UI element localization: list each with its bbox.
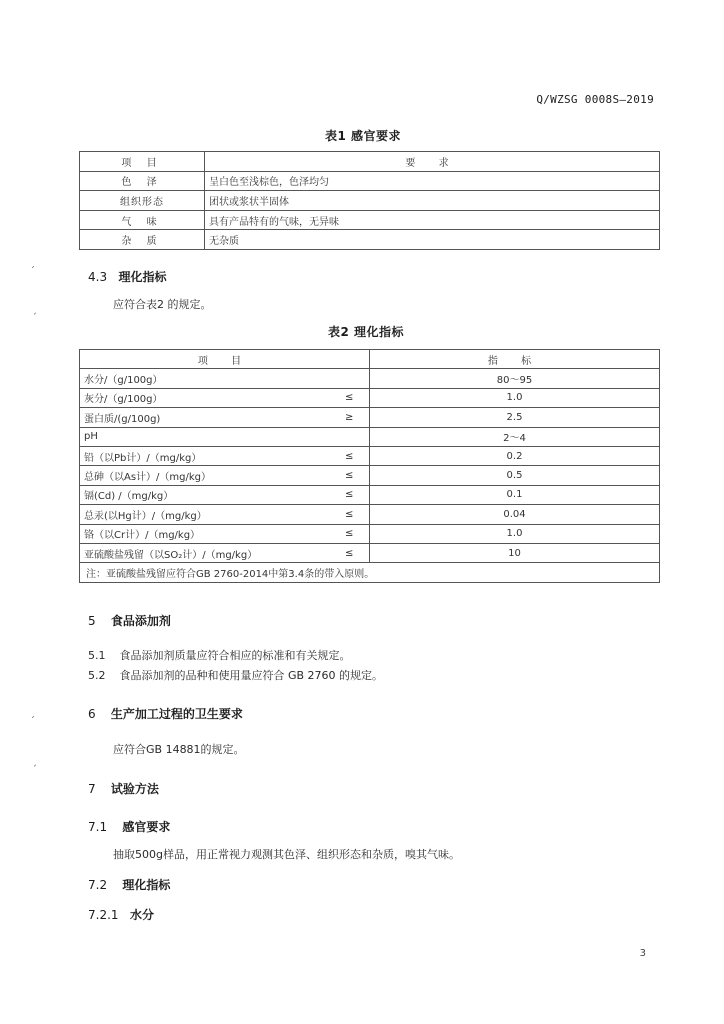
table-row — [80, 388, 660, 407]
margin-mark: ˏ — [32, 756, 37, 767]
section-title: 生产加工过程的卫生要求 — [110, 707, 243, 721]
cell-requirement: 无杂质 — [205, 230, 660, 250]
cell-item: 水分/（g/100g） — [80, 369, 330, 388]
cell-value: 0.04 — [370, 505, 660, 524]
cell-symbol — [330, 369, 370, 388]
section-number: 7.1 — [88, 820, 108, 834]
section-7-2-1-heading — [88, 906, 154, 923]
clause-number: 5.2 — [88, 669, 106, 682]
section-title: 食品添加剂 — [110, 614, 171, 628]
cell-symbol: ≥ — [330, 408, 370, 427]
clause-text: 食品添加剂的品种和使用量应符合 GB 2760 的规定。 — [119, 669, 384, 682]
table-row — [80, 543, 660, 562]
cell-value: 0.5 — [370, 466, 660, 485]
section-number: 4.3 — [88, 270, 108, 284]
table-row — [80, 369, 660, 388]
section-title: 试验方法 — [110, 782, 159, 796]
section-5-heading — [88, 612, 171, 629]
section-6-heading — [88, 705, 243, 722]
header-item: 项 目 — [80, 350, 370, 369]
cell-requirement: 团状或浆状半固体 — [205, 191, 660, 211]
document-code: Q/WZSG 0008S—2019 — [536, 93, 654, 106]
table-row — [80, 485, 660, 504]
cell-item: 亚硫酸盐残留（以SO₂计）/（mg/kg） — [80, 543, 330, 562]
section-4-3-heading — [88, 268, 167, 285]
cell-item: 蛋白质/(g/100g) — [80, 408, 330, 427]
cell-symbol: ≤ — [330, 485, 370, 504]
table-header-row — [80, 152, 660, 172]
section-7-2-heading — [88, 876, 170, 893]
table-row — [80, 408, 660, 427]
cell-symbol — [330, 427, 370, 446]
table1-caption: 表1 感官要求 — [325, 129, 402, 143]
cell-requirement: 具有产品特有的气味，无异味 — [205, 210, 660, 230]
section-7-1-text: 抽取500g样品，用正常视力观测其色泽、组织形态和杂质，嗅其气味。 — [113, 848, 460, 861]
cell-symbol: ≤ — [330, 505, 370, 524]
cell-item: 灰分/（g/100g） — [80, 388, 330, 407]
section-7-1-heading — [88, 818, 170, 835]
margin-mark: ˊ — [30, 266, 35, 277]
header-item: 项 目 — [80, 152, 205, 172]
table-row — [80, 171, 660, 191]
section-6-text: 应符合GB 14881的规定。 — [113, 743, 245, 756]
cell-item: 组织形态 — [80, 191, 205, 211]
physicochemical-table — [79, 349, 660, 583]
table2-caption: 表2 理化指标 — [328, 325, 405, 339]
cell-item: 色 泽 — [80, 171, 205, 191]
table-row — [80, 230, 660, 250]
page-number: 3 — [639, 948, 646, 959]
clause-text: 食品添加剂质量应符合相应的标准和有关规定。 — [119, 649, 351, 662]
section-number: 7.2 — [88, 878, 108, 892]
cell-symbol: ≤ — [330, 543, 370, 562]
cell-value: 80～95 — [370, 369, 660, 388]
table-row — [80, 505, 660, 524]
cell-item: 铬（以Cr计）/（mg/kg） — [80, 524, 330, 543]
table-row — [80, 524, 660, 543]
cell-item: 杂 质 — [80, 230, 205, 250]
cell-symbol: ≤ — [330, 466, 370, 485]
table-row — [80, 466, 660, 485]
sensory-requirements-table — [79, 151, 660, 250]
cell-value: 0.1 — [370, 485, 660, 504]
cell-value: 1.0 — [370, 524, 660, 543]
table-header-row — [80, 350, 660, 369]
cell-value: 0.2 — [370, 446, 660, 465]
cell-symbol: ≤ — [330, 446, 370, 465]
header-indicator: 指 标 — [370, 350, 660, 369]
cell-item: 总砷（以As计）/（mg/kg） — [80, 466, 330, 485]
table-row — [80, 191, 660, 211]
table-note: 注：亚硫酸盐残留应符合GB 2760-2014中第3.4条的带入原则。 — [80, 563, 660, 582]
cell-symbol: ≤ — [330, 524, 370, 543]
margin-mark: ˏ — [32, 304, 37, 315]
table-row — [80, 446, 660, 465]
section-title: 水分 — [130, 908, 155, 922]
section-title: 理化指标 — [122, 878, 171, 892]
cell-item: 铅（以Pb计）/（mg/kg） — [80, 446, 330, 465]
clause-number: 5.1 — [88, 649, 106, 662]
section-7-heading — [88, 780, 159, 797]
cell-value: 2.5 — [370, 408, 660, 427]
table-row — [80, 210, 660, 230]
header-requirement: 要 求 — [205, 152, 660, 172]
table-note-row — [80, 563, 660, 582]
section-number: 7 — [88, 782, 96, 796]
cell-item: 气 味 — [80, 210, 205, 230]
cell-item: 镉(Cd) /（mg/kg） — [80, 485, 330, 504]
cell-value: 1.0 — [370, 388, 660, 407]
section-number: 7.2.1 — [88, 908, 119, 922]
section-4-3-text: 应符合表2 的规定。 — [113, 298, 212, 311]
section-title: 感官要求 — [122, 820, 171, 834]
cell-symbol: ≤ — [330, 388, 370, 407]
cell-item: pH — [80, 427, 330, 446]
cell-value: 10 — [370, 543, 660, 562]
cell-requirement: 呈白色至浅棕色，色泽均匀 — [205, 171, 660, 191]
section-number: 5 — [88, 614, 96, 628]
clause-5-1 — [88, 647, 351, 663]
cell-value: 2～4 — [370, 427, 660, 446]
table-row — [80, 427, 660, 446]
margin-mark: ˊ — [30, 716, 35, 727]
cell-item: 总汞(以Hg计）/（mg/kg） — [80, 505, 330, 524]
clause-5-2 — [88, 667, 383, 683]
section-title: 理化指标 — [118, 270, 167, 284]
section-number: 6 — [88, 707, 96, 721]
